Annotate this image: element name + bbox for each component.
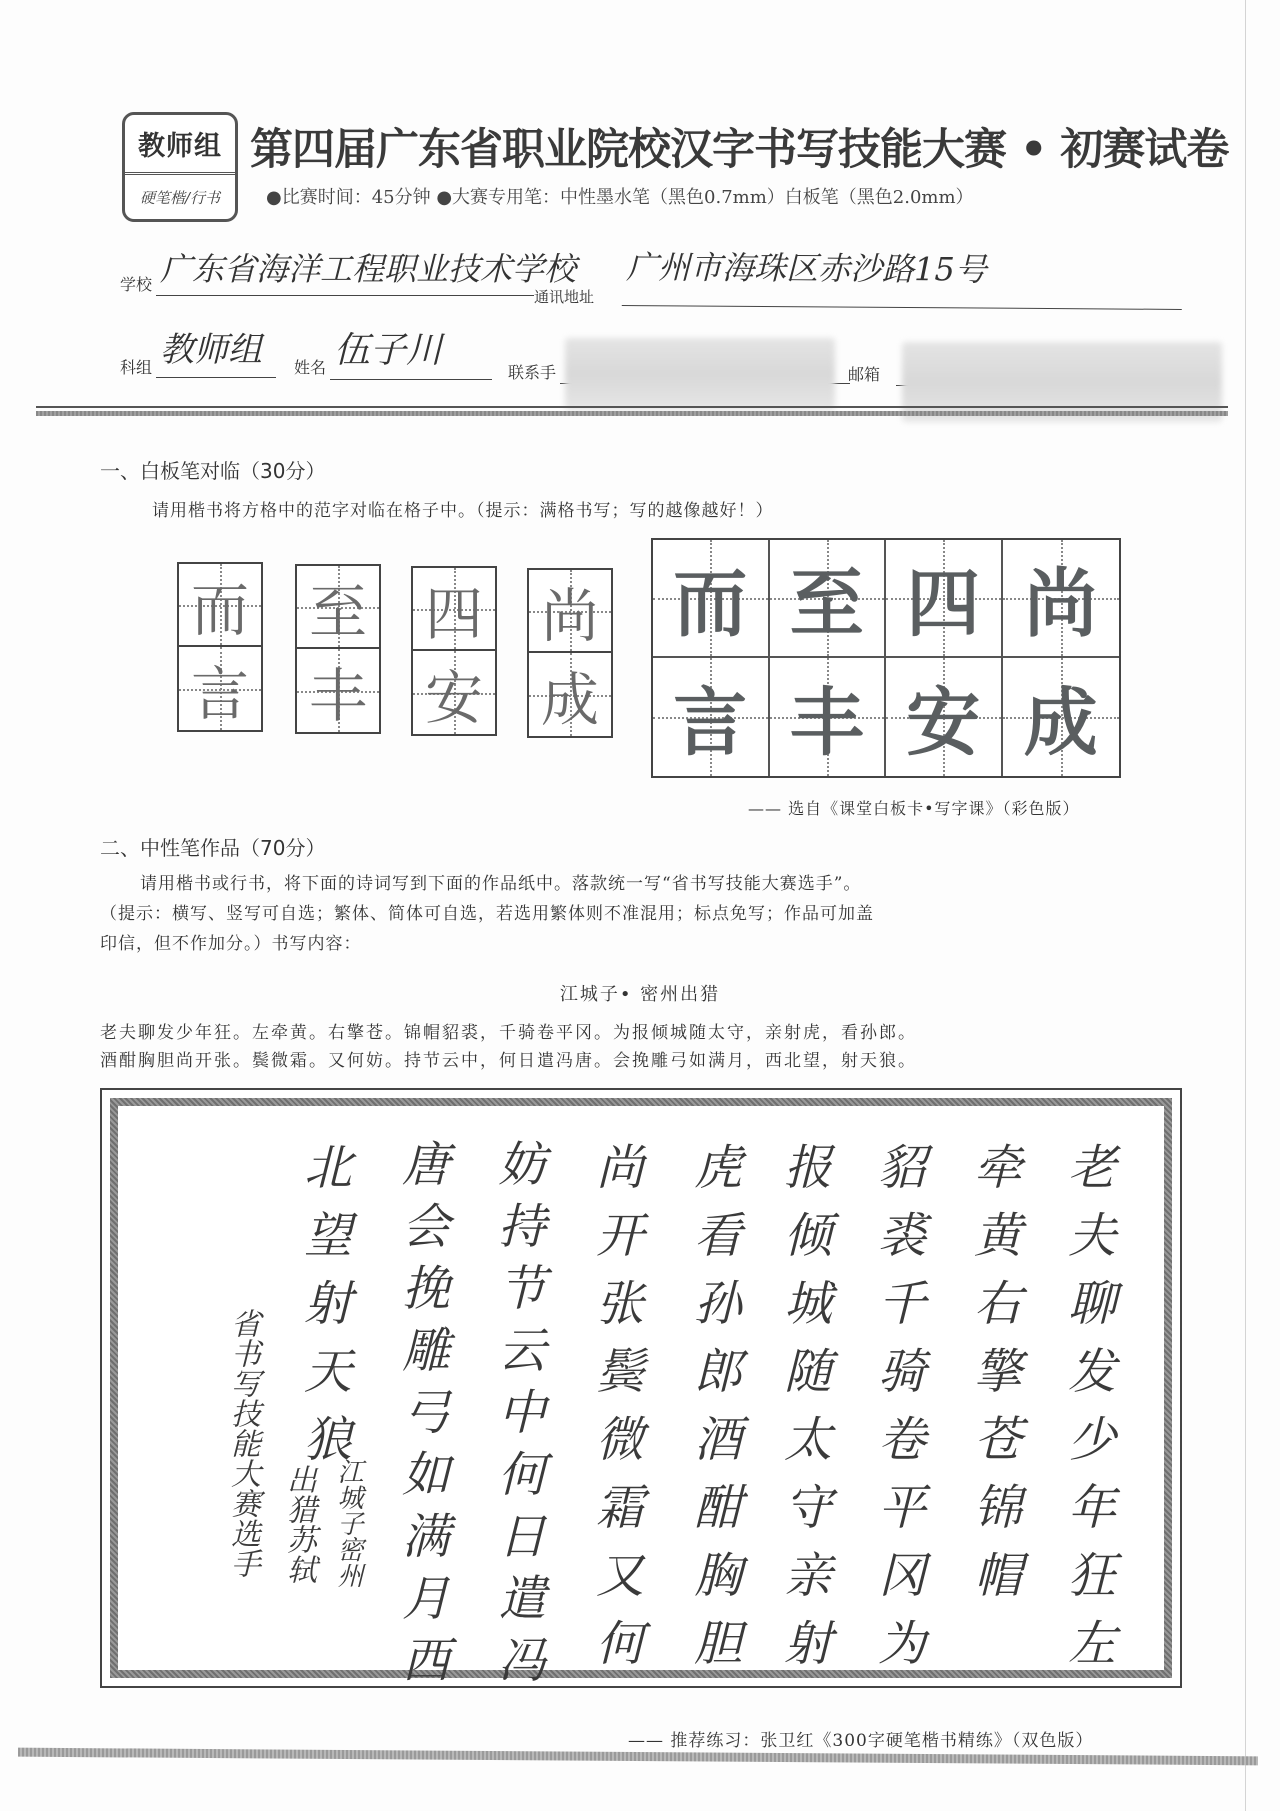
practice-cell-2[interactable] xyxy=(295,564,381,734)
handwritten-char: 狂 xyxy=(1068,1548,1117,1604)
handwritten-char: 千 xyxy=(878,1276,927,1332)
phone-redaction xyxy=(565,338,835,410)
handwritten-char: 射 xyxy=(304,1276,353,1332)
model-char: 而 xyxy=(673,561,748,647)
handwritten-char: 酒 xyxy=(694,1412,743,1468)
group-label: 科组 xyxy=(120,358,153,377)
model-cell xyxy=(770,540,887,658)
handwritten-char: 冈 xyxy=(878,1548,927,1604)
section2-instruction-1: 请用楷书或行书，将下面的诗词写到下面的作品纸中。落款统一写“省书写技能大赛选手”。 xyxy=(140,874,862,894)
practice-cell-1[interactable] xyxy=(177,562,263,732)
handwritten-char: 挽 xyxy=(402,1261,451,1317)
signature-inscription: 省书写技能大赛选手 xyxy=(225,1308,260,1578)
handwritten-char: 中 xyxy=(498,1385,547,1441)
model-char: 至 xyxy=(789,561,864,647)
handwritten-char: 右 xyxy=(974,1276,1023,1332)
section2-instruction-2: （提示：横写、竖写可自选；繁体、简体可自选，若选用繁体则不准混用；标点免写；作品可加盖 xyxy=(100,904,874,924)
handwritten-char: 会 xyxy=(402,1199,451,1255)
handwritten-char: 何 xyxy=(498,1447,547,1503)
poem-title: 江城子• 密州出猎 xyxy=(559,984,721,1005)
model-cell xyxy=(886,658,1003,776)
work-paper-inner xyxy=(110,1098,1172,1689)
handwritten-char: 少 xyxy=(1068,1412,1117,1468)
handwritten-char: 骑 xyxy=(878,1344,927,1400)
model-cell xyxy=(1003,540,1120,658)
handwritten-char: 雕 xyxy=(402,1323,451,1379)
divider-thick xyxy=(36,411,1228,416)
handwritten-char: 太 xyxy=(784,1412,833,1468)
name-field[interactable]: 伍子川 xyxy=(330,322,492,380)
handwritten-char: 锦 xyxy=(974,1480,1023,1536)
handwritten-char: 月 xyxy=(402,1571,451,1627)
handwritten-char: 天 xyxy=(304,1344,353,1400)
handwritten-char: 擎 xyxy=(974,1344,1023,1400)
handwritten-char: 聊 xyxy=(1068,1276,1117,1332)
practice-char: 尚 xyxy=(540,581,599,650)
model-character-grid xyxy=(651,538,1121,778)
handwritten-char: 如 xyxy=(402,1447,451,1503)
handwritten-char: 何 xyxy=(596,1616,645,1672)
handwritten-char: 为 xyxy=(878,1616,927,1672)
section1-source: —— 选自《课堂白板卡•写字课》（彩色版） xyxy=(748,799,1080,818)
handwritten-char: 看 xyxy=(694,1208,743,1264)
badge-style-label: 硬笔楷/行书 xyxy=(139,188,221,207)
practice-char: 言 xyxy=(190,659,249,728)
section2-title: 二、中性笔作品（70分） xyxy=(100,836,326,860)
handwritten-char: 亲 xyxy=(784,1548,833,1604)
handwriting-column-9 xyxy=(304,1134,352,1474)
title-inscription-1: 江城子密州 xyxy=(333,1458,363,1588)
handwritten-char: 西 xyxy=(402,1633,451,1689)
name-label: 姓名 xyxy=(294,358,327,377)
handwriting-column-4 xyxy=(784,1134,832,1678)
handwritten-char: 遣 xyxy=(498,1571,547,1627)
handwritten-char: 胸 xyxy=(694,1548,743,1604)
handwritten-char: 胆 xyxy=(694,1616,743,1672)
email-label: 邮箱 xyxy=(848,365,881,384)
handwritten-char: 节 xyxy=(498,1261,547,1317)
handwritten-char: 平 xyxy=(878,1480,927,1536)
handwritten-char: 帽 xyxy=(974,1548,1023,1604)
model-char: 四 xyxy=(906,561,981,647)
handwritten-char: 望 xyxy=(304,1208,353,1264)
handwritten-char: 又 xyxy=(596,1548,645,1604)
handwritten-char: 裘 xyxy=(878,1208,927,1264)
handwriting-column-5 xyxy=(694,1134,742,1678)
practice-char: 丰 xyxy=(308,661,367,730)
model-cell xyxy=(653,540,770,658)
handwritten-char: 老 xyxy=(1068,1140,1117,1196)
handwritten-char: 鬓 xyxy=(596,1344,645,1400)
handwriting-column-6 xyxy=(596,1134,644,1678)
handwritten-char: 冯 xyxy=(498,1633,547,1689)
handwritten-char: 报 xyxy=(784,1140,833,1196)
handwritten-char: 弓 xyxy=(402,1385,451,1441)
handwritten-char: 开 xyxy=(596,1208,645,1264)
handwriting-column-7 xyxy=(498,1134,546,1692)
section1-title: 一、白板笔对临（30分） xyxy=(100,459,326,483)
section1-instruction: 请用楷书将方格中的范字对临在格子中。（提示：满格书写；写的越像越好！） xyxy=(152,501,774,521)
handwritten-char: 貂 xyxy=(878,1140,927,1196)
email-redaction xyxy=(902,342,1222,422)
handwritten-char: 唐 xyxy=(402,1137,451,1193)
handwritten-char: 城 xyxy=(784,1276,833,1332)
handwritten-char: 霜 xyxy=(596,1480,645,1536)
address-label: 通讯地址 xyxy=(534,288,595,306)
handwritten-char: 发 xyxy=(1068,1344,1117,1400)
address-field[interactable]: 广州市海珠区赤沙路15号 xyxy=(622,242,1182,310)
handwritten-char: 孙 xyxy=(694,1276,743,1332)
recommended-practice: —— 推荐练习：张卫红《300字硬笔楷书精练》（双色版） xyxy=(628,1731,1094,1751)
poem-line-1: 老夫聊发少年狂。左牵黄。右擎苍。锦帽貂裘，千骑卷平冈。为报倾城随太守，亲射虎，看孙郎。 xyxy=(100,1023,917,1043)
handwritten-char: 狼 xyxy=(304,1412,353,1468)
handwritten-char: 张 xyxy=(596,1276,645,1332)
handwritten-char: 微 xyxy=(596,1412,645,1468)
handwritten-char: 守 xyxy=(784,1480,833,1536)
practice-char: 而 xyxy=(190,575,249,644)
handwritten-char: 妨 xyxy=(498,1137,547,1193)
school-field[interactable]: 广东省海洋工程职业技术学校 xyxy=(156,244,534,296)
handwritten-char: 郎 xyxy=(694,1344,743,1400)
exam-info: ●比赛时间：45分钟 ●大赛专用笔：中性墨水笔（黑色0.7mm）白板笔（黑色2.0mm） xyxy=(266,187,974,208)
model-char: 成 xyxy=(1023,680,1098,766)
model-cell xyxy=(653,658,770,776)
handwritten-char: 云 xyxy=(498,1323,547,1379)
handwriting-column-8 xyxy=(402,1134,450,1692)
model-cell xyxy=(770,658,887,776)
phone-label: 联系手 xyxy=(508,363,557,382)
handwriting-column-3 xyxy=(878,1134,926,1678)
handwritten-char: 左 xyxy=(1068,1616,1117,1672)
handwritten-char: 夫 xyxy=(1068,1208,1117,1264)
handwritten-char: 卷 xyxy=(878,1412,927,1468)
practice-char: 至 xyxy=(308,577,367,646)
practice-char: 四 xyxy=(424,579,483,648)
model-char: 丰 xyxy=(789,680,864,766)
work-paper-frame[interactable] xyxy=(100,1088,1182,1688)
page-title: 第四届广东省职业院校汉字书写技能大赛 • 初赛试卷 xyxy=(250,125,1229,175)
handwritten-char: 苍 xyxy=(974,1412,1023,1468)
practice-char: 安 xyxy=(424,663,483,732)
model-char: 尚 xyxy=(1023,561,1098,647)
model-char: 言 xyxy=(673,680,748,766)
handwritten-char: 黄 xyxy=(974,1208,1023,1264)
practice-char: 成 xyxy=(540,665,599,734)
handwritten-char: 年 xyxy=(1068,1480,1117,1536)
group-badge xyxy=(122,112,238,222)
handwritten-char: 倾 xyxy=(784,1208,833,1264)
handwritten-char: 满 xyxy=(402,1509,451,1565)
handwritten-char: 持 xyxy=(498,1199,547,1255)
handwriting-column-2 xyxy=(974,1134,1022,1610)
handwritten-char: 射 xyxy=(784,1616,833,1672)
handwritten-char: 酣 xyxy=(694,1480,743,1536)
handwritten-char: 尚 xyxy=(596,1140,645,1196)
model-char: 安 xyxy=(906,680,981,766)
section2-instruction-3: 印信，但不作加分。）书写内容： xyxy=(100,934,362,954)
practice-cell-3[interactable] xyxy=(411,566,497,736)
page-edge xyxy=(1245,0,1246,1811)
handwritten-char: 牵 xyxy=(974,1140,1023,1196)
handwritten-char: 随 xyxy=(784,1344,833,1400)
model-cell xyxy=(1003,658,1120,776)
badge-group-label: 教师组 xyxy=(125,115,235,175)
handwriting-column-1 xyxy=(1068,1134,1116,1678)
handwritten-char: 虎 xyxy=(694,1140,743,1196)
title-inscription-2: 出猎苏轼 xyxy=(281,1464,316,1584)
handwritten-char: 北 xyxy=(304,1140,353,1196)
poem-line-2: 酒酣胸胆尚开张。鬓微霜。又何妨。持节云中，何日遣冯唐。会挽雕弓如满月，西北望，射天狼。 xyxy=(100,1051,917,1071)
handwritten-char: 日 xyxy=(498,1509,547,1565)
practice-cell-4[interactable] xyxy=(527,568,613,738)
group-field[interactable]: 教师组 xyxy=(156,322,276,378)
school-label: 学校 xyxy=(120,275,153,294)
divider-thin xyxy=(36,406,1228,408)
model-cell xyxy=(886,540,1003,658)
